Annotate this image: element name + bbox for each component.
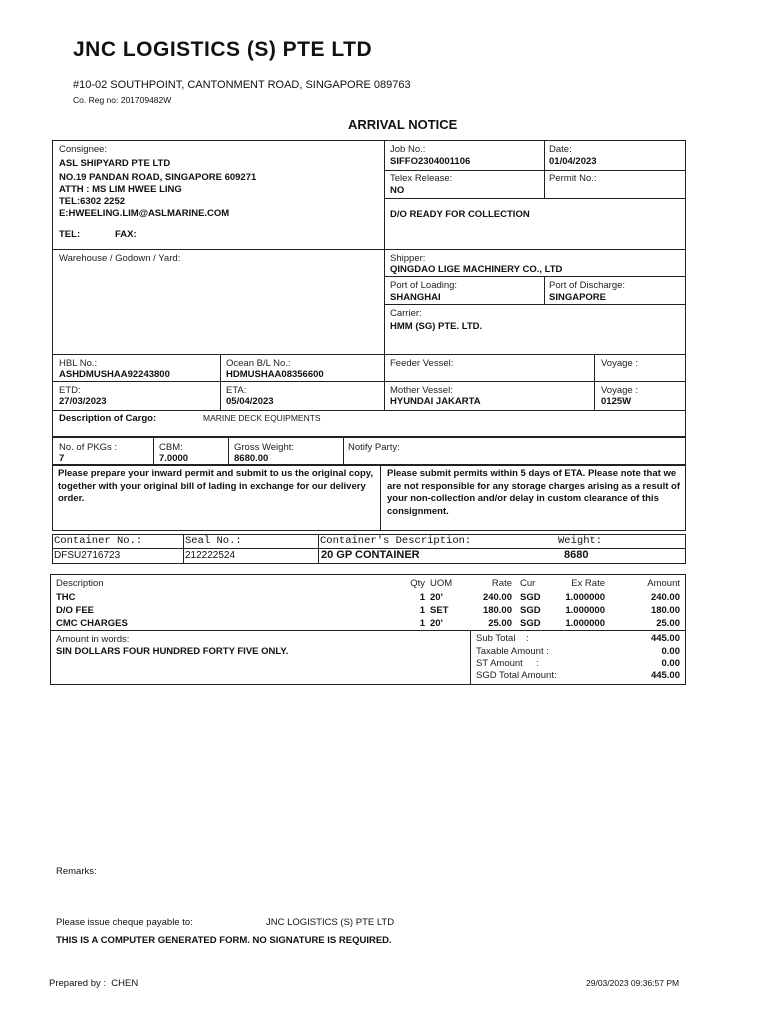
- ocean-bl-value: HDMUSHAA08356600: [226, 369, 324, 380]
- charge-row-desc: CMC CHARGES: [56, 618, 128, 629]
- pkgs-label: No. of PKGs :: [59, 442, 118, 453]
- amount-words-label: Amount in words:: [56, 634, 130, 645]
- charge-row-desc: D/O FEE: [56, 605, 95, 616]
- container-no-value: DFSU2716723: [54, 550, 121, 561]
- consignee-tel: TEL:6302 2252: [59, 196, 126, 207]
- charges-desc-header: Description: [56, 578, 104, 589]
- charges-uom-header: UOM: [430, 578, 453, 589]
- charge-row-rate: 180.00: [482, 605, 512, 616]
- container-desc-value: 20 GP CONTAINER: [321, 549, 420, 561]
- hbl-value: ASHDMUSHAA92243800: [59, 369, 170, 380]
- feeder-voyage-label: Voyage :: [601, 358, 638, 369]
- etd-value: 27/03/2023: [59, 396, 107, 407]
- note-right: Please submit permits within 5 days of ETA. Please note that we are not responsible for any storage charges arising as a result of your non-collection and/or delay in custom clearance of this consignment.: [387, 468, 681, 517]
- date-label: Date:: [549, 144, 572, 155]
- charge-row-cur: SGD: [520, 605, 541, 616]
- charge-row-desc: THC: [56, 592, 76, 603]
- cargo-value: MARINE DECK EQUIPMENTS: [203, 413, 321, 423]
- do-status: D/O READY FOR COLLECTION: [390, 209, 530, 220]
- charges-exrate-header: Ex Rate: [571, 578, 605, 589]
- cbm-label: CBM:: [159, 442, 183, 453]
- charges-cur-header: Cur: [520, 578, 536, 589]
- charge-row-qty: 1: [419, 605, 425, 616]
- charge-row-exrate: 1.000000: [565, 618, 605, 629]
- company-address: #10-02 SOUTHPOINT, CANTONMENT ROAD, SINGAPORE 089763: [73, 79, 411, 91]
- consignee-name: ASL SHIPYARD PTE LTD: [59, 158, 171, 169]
- taxable-label: Taxable Amount :: [476, 646, 549, 657]
- gross-weight-value: 8680.00: [234, 453, 269, 464]
- carrier-label: Carrier:: [390, 308, 422, 319]
- container-desc-header: Container's Description:: [320, 535, 472, 547]
- st-amount-label: ST Amount :: [476, 658, 539, 669]
- date-value: 01/04/2023: [549, 156, 597, 167]
- charge-row-qty: 1: [419, 592, 425, 603]
- charge-row-cur: SGD: [520, 618, 541, 629]
- consignee-label: Consignee:: [59, 144, 108, 155]
- seal-no-header: Seal No.:: [185, 535, 242, 547]
- charge-row-uom: 20': [430, 618, 443, 629]
- charge-row-rate: 25.00: [488, 618, 512, 629]
- remarks-label: Remarks:: [56, 866, 97, 877]
- port-loading-value: SHANGHAI: [390, 292, 441, 303]
- carrier-value: HMM (SG) PTE. LTD.: [390, 321, 483, 332]
- feeder-vessel-label: Feeder Vessel:: [390, 358, 454, 369]
- tel-label: TEL:: [59, 229, 81, 240]
- container-weight-value: 8680: [564, 549, 589, 561]
- cbm-value: 7.0000: [159, 453, 189, 464]
- cargo-label: Description of Cargo:: [59, 413, 157, 424]
- charge-row-amount: 240.00: [650, 592, 680, 603]
- job-no-label: Job No.:: [390, 144, 426, 155]
- sgd-total-label: SGD Total Amount:: [476, 670, 557, 681]
- telex-label: Telex Release:: [390, 173, 453, 184]
- job-no-value: SIFFO2304001106: [390, 156, 471, 167]
- charge-row-exrate: 1.000000: [565, 592, 605, 603]
- computer-generated-note: THIS IS A COMPUTER GENERATED FORM. NO SIGNATURE IS REQUIRED.: [56, 935, 392, 946]
- charge-row-cur: SGD: [520, 592, 541, 603]
- document-title: ARRIVAL NOTICE: [348, 117, 458, 132]
- port-discharge-value: SINGAPORE: [549, 292, 607, 303]
- consignee-address: NO.19 PANDAN ROAD, SINGAPORE 609271: [59, 172, 257, 183]
- shipper-value: QINGDAO LIGE MACHINERY CO., LTD: [390, 264, 563, 275]
- charge-row-amount: 180.00: [650, 605, 680, 616]
- mother-vessel-value: HYUNDAI JAKARTA: [390, 396, 481, 407]
- shipper-label: Shipper:: [390, 253, 426, 264]
- company-reg-no: Co. Reg no: 201709482W: [73, 95, 172, 105]
- charges-qty-header: Qty: [410, 578, 425, 589]
- sub-total-value: 445.00: [650, 633, 680, 644]
- eta-value: 05/04/2023: [226, 396, 274, 407]
- taxable-value: 0.00: [661, 646, 680, 657]
- charge-row-amount: 25.00: [656, 618, 680, 629]
- prepared-by: Prepared by : CHEN: [49, 978, 139, 989]
- eta-label: ETA:: [226, 385, 247, 396]
- notify-party-label: Notify Party:: [348, 442, 400, 453]
- cheque-label: Please issue cheque payable to:: [56, 917, 193, 928]
- consignee-email: E:HWEELING.LIM@ASLMARINE.COM: [59, 208, 230, 219]
- charge-row-qty: 1: [419, 618, 425, 629]
- warehouse-label: Warehouse / Godown / Yard:: [59, 253, 181, 264]
- st-amount-value: 0.00: [661, 658, 680, 669]
- charge-row-uom: 20': [430, 592, 443, 603]
- print-timestamp: 29/03/2023 09:36:57 PM: [586, 978, 680, 988]
- gross-weight-label: Gross Weight:: [234, 442, 295, 453]
- sgd-total-value: 445.00: [650, 670, 680, 681]
- charge-row-rate: 240.00: [482, 592, 512, 603]
- telex-value: NO: [390, 185, 405, 196]
- note-left: Please prepare your inward permit and submit to us the original copy, together with your original bill of lading in exchange for our delivery order.: [58, 468, 373, 504]
- seal-no-value: 212222524: [185, 550, 236, 561]
- permit-label: Permit No.:: [549, 173, 597, 184]
- ocean-bl-label: Ocean B/L No.:: [226, 358, 291, 369]
- amount-words-value: SIN DOLLARS FOUR HUNDRED FORTY FIVE ONLY.: [56, 646, 289, 657]
- charges-amount-header: Amount: [647, 578, 680, 589]
- consignee-attn: ATTH : MS LIM HWEE LING: [59, 184, 182, 195]
- etd-label: ETD:: [59, 385, 81, 396]
- mother-voyage-value: 0125W: [601, 396, 632, 407]
- pkgs-value: 7: [59, 453, 65, 464]
- mother-vessel-label: Mother Vessel:: [390, 385, 453, 396]
- cheque-payee: JNC LOGISTICS (S) PTE LTD: [266, 917, 395, 928]
- charge-row-exrate: 1.000000: [565, 605, 605, 616]
- port-loading-label: Port of Loading:: [390, 280, 458, 291]
- charge-row-uom: SET: [430, 605, 449, 616]
- hbl-label: HBL No.:: [59, 358, 98, 369]
- fax-label: FAX:: [115, 229, 137, 240]
- container-weight-header: Weight:: [558, 535, 603, 547]
- charges-rate-header: Rate: [491, 578, 512, 589]
- company-name: JNC LOGISTICS (S) PTE LTD: [73, 38, 373, 61]
- mother-voyage-label: Voyage :: [601, 385, 638, 396]
- port-discharge-label: Port of Discharge:: [549, 280, 626, 291]
- sub-total-label: Sub Total :: [476, 633, 529, 644]
- container-no-header: Container No.:: [54, 535, 143, 547]
